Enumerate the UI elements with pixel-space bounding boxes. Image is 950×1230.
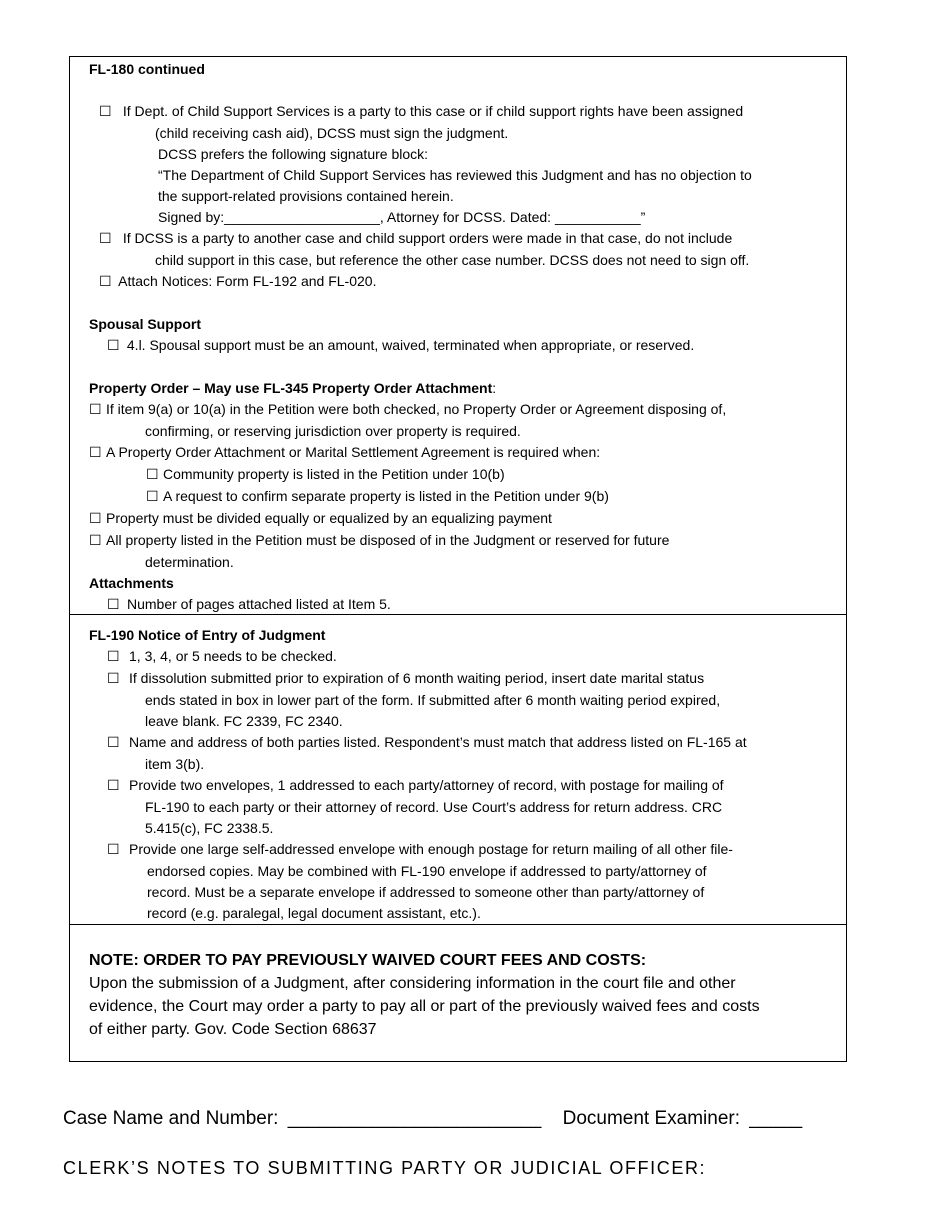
case-info-row — [63, 1108, 802, 1130]
fl190-item-3-checkbox[interactable]: ☐ — [107, 735, 120, 751]
fl190-item-5-line-3: record. Must be a separate envelope if addressed to someone other than party/attorney of — [147, 884, 705, 900]
fl190-item-1 — [89, 646, 836, 668]
property-item-4-line-1: All property listed in the Petition must be disposed of in the Judgment or reserved for future — [106, 532, 670, 548]
fl190-item-4-line-1: Provide two envelopes, 1 addressed to each party/attorney of record, with postage for mailing of — [129, 777, 724, 793]
case-name-label: Case Name and Number: — [63, 1108, 279, 1129]
case-name-field[interactable]: ________________________ — [287, 1108, 542, 1129]
property-item-4-line-2: determination. — [145, 554, 234, 570]
clerk-notes-heading: CLERK’S NOTES TO SUBMITTING PARTY OR JUDICIAL OFFICER: — [63, 1158, 707, 1178]
property-heading: Property Order – May use FL-345 Property Order Attachment — [89, 380, 493, 396]
property-item-1-line-1: If item 9(a) or 10(a) in the Petition were both checked, no Property Order or Agreement disposing of, — [106, 401, 727, 417]
property-item-4 — [89, 530, 836, 573]
fl180-heading: FL-180 continued — [89, 61, 205, 77]
document-examiner-label: Document Examiner: — [562, 1108, 741, 1129]
notices-checkbox[interactable]: ☐ — [99, 274, 112, 290]
dcss-checkbox[interactable]: ☐ — [99, 104, 112, 120]
fl190-item-4-checkbox[interactable]: ☐ — [107, 778, 120, 794]
fl190-item-5-line-4: record (e.g. paralegal, legal document assistant, etc.). — [147, 905, 481, 921]
property-subitem-2 — [89, 486, 836, 508]
dcss-line-3: DCSS prefers the following signature block: — [158, 146, 429, 162]
fl190-item-4-line-2: FL-190 to each party or their attorney of record. Use Court’s address for return address. CRC — [145, 799, 723, 815]
property-subitem-1 — [89, 464, 836, 486]
fl190-section — [70, 614, 846, 924]
fl190-item-2-checkbox[interactable]: ☐ — [107, 671, 120, 687]
note-line-1: Upon the submission of a Judgment, after considering information in the court file and other — [89, 975, 736, 992]
property-item-2-checkbox[interactable]: ☐ — [89, 445, 102, 461]
other-case-line-1: If DCSS is a party to another case and child support orders were made in that case, do not include — [122, 230, 733, 246]
dcss-item — [89, 101, 836, 228]
fl190-item-3 — [89, 732, 836, 775]
property-item-4-checkbox[interactable]: ☐ — [89, 533, 102, 549]
other-case-line-2: child support in this case, but reference the other case number. DCSS does not need to sign off. — [155, 252, 750, 268]
fl190-item-2 — [89, 668, 836, 732]
notices-item — [89, 271, 836, 293]
attachments-heading: Attachments — [89, 575, 174, 591]
dcss-line-2: (child receiving cash aid), DCSS must sign the judgment. — [155, 125, 509, 141]
dcss-line-5: the support-related provisions contained herein. — [158, 188, 454, 204]
property-item-2-line-1: A Property Order Attachment or Marital Settlement Agreement is required when: — [106, 444, 601, 460]
property-heading-row — [89, 378, 836, 399]
spousal-checkbox[interactable]: ☐ — [107, 338, 120, 354]
attachments-item — [89, 594, 836, 616]
property-item-1-line-2: confirming, or reserving jurisdiction over property is required. — [145, 423, 521, 439]
dcss-line-4: “The Department of Child Support Services has reviewed this Judgment and has no objection to — [158, 167, 752, 183]
notices-text: Attach Notices: Form FL-192 and FL-020. — [118, 273, 377, 289]
attachments-text: Number of pages attached listed at Item 5. — [127, 596, 391, 612]
property-subitem-1-checkbox[interactable]: ☐ — [146, 467, 159, 483]
note-section — [70, 924, 846, 1061]
other-case-checkbox[interactable]: ☐ — [99, 231, 112, 247]
dcss-line-1: If Dept. of Child Support Services is a party to this case or if child support rights have been assigned — [122, 103, 744, 119]
note-line-2: evidence, the Court may order a party to pay all or part of the previously waived fees and costs — [89, 998, 760, 1015]
fl180-section — [70, 57, 846, 614]
spousal-item — [89, 335, 836, 357]
note-body — [89, 972, 836, 1041]
attachments-checkbox[interactable]: ☐ — [107, 597, 120, 613]
property-item-2 — [89, 442, 836, 464]
property-item-3-checkbox[interactable]: ☐ — [89, 511, 102, 527]
fl190-item-4-line-3: 5.415(c), FC 2338.5. — [145, 820, 274, 836]
property-item-1-checkbox[interactable]: ☐ — [89, 402, 102, 418]
spousal-heading: Spousal Support — [89, 316, 201, 332]
dcss-signature-line: Signed by:____________________, Attorney for DCSS. Dated: ___________” — [158, 209, 646, 225]
fl190-item-4 — [89, 775, 836, 839]
fl190-item-5 — [89, 839, 836, 924]
document-examiner-field[interactable]: _____ — [749, 1108, 803, 1129]
fl190-item-3-line-2: item 3(b). — [145, 756, 205, 772]
property-subitem-1-text: Community property is listed in the Petition under 10(b) — [163, 466, 505, 482]
fl190-item-5-line-2: endorsed copies. May be combined with FL-190 envelope if addressed to party/attorney of — [147, 863, 707, 879]
fl190-item-1-line-1: 1, 3, 4, or 5 needs to be checked. — [129, 648, 337, 664]
spousal-text: 4.l. Spousal support must be an amount, waived, terminated when appropriate, or reserved. — [126, 337, 695, 353]
note-title: NOTE: ORDER TO PAY PREVIOUSLY WAIVED COURT FEES AND COSTS: — [89, 952, 647, 969]
fl190-item-2-line-1: If dissolution submitted prior to expiration of 6 month waiting period, insert date marital status — [129, 670, 705, 686]
checklist-frame — [69, 56, 847, 1062]
other-case-item — [89, 228, 836, 271]
property-subitem-2-text: A request to confirm separate property is listed in the Petition under 9(b) — [163, 488, 609, 504]
fl190-item-5-line-1: Provide one large self-addressed envelope with enough postage for return mailing of all other file- — [129, 841, 733, 857]
property-item-3 — [89, 508, 836, 530]
property-item-3-line-1: Property must be divided equally or equalized by an equalizing payment — [106, 510, 552, 526]
property-subitem-2-checkbox[interactable]: ☐ — [146, 489, 159, 505]
fl190-item-2-line-3: leave blank. FC 2339, FC 2340. — [145, 713, 343, 729]
note-line-3: of either party. Gov. Code Section 68637 — [89, 1021, 377, 1038]
fl190-item-3-line-1: Name and address of both parties listed. Respondent’s must match that address listed on FL-165 at — [129, 734, 747, 750]
fl190-heading: FL-190 Notice of Entry of Judgment — [89, 627, 326, 643]
property-heading-colon: : — [492, 380, 497, 396]
fl190-item-5-checkbox[interactable]: ☐ — [107, 842, 120, 858]
property-item-1 — [89, 399, 836, 442]
fl190-item-2-line-2: ends stated in box in lower part of the form. If submitted after 6 month waiting period expired, — [145, 692, 721, 708]
fl190-item-1-checkbox[interactable]: ☐ — [107, 649, 120, 665]
